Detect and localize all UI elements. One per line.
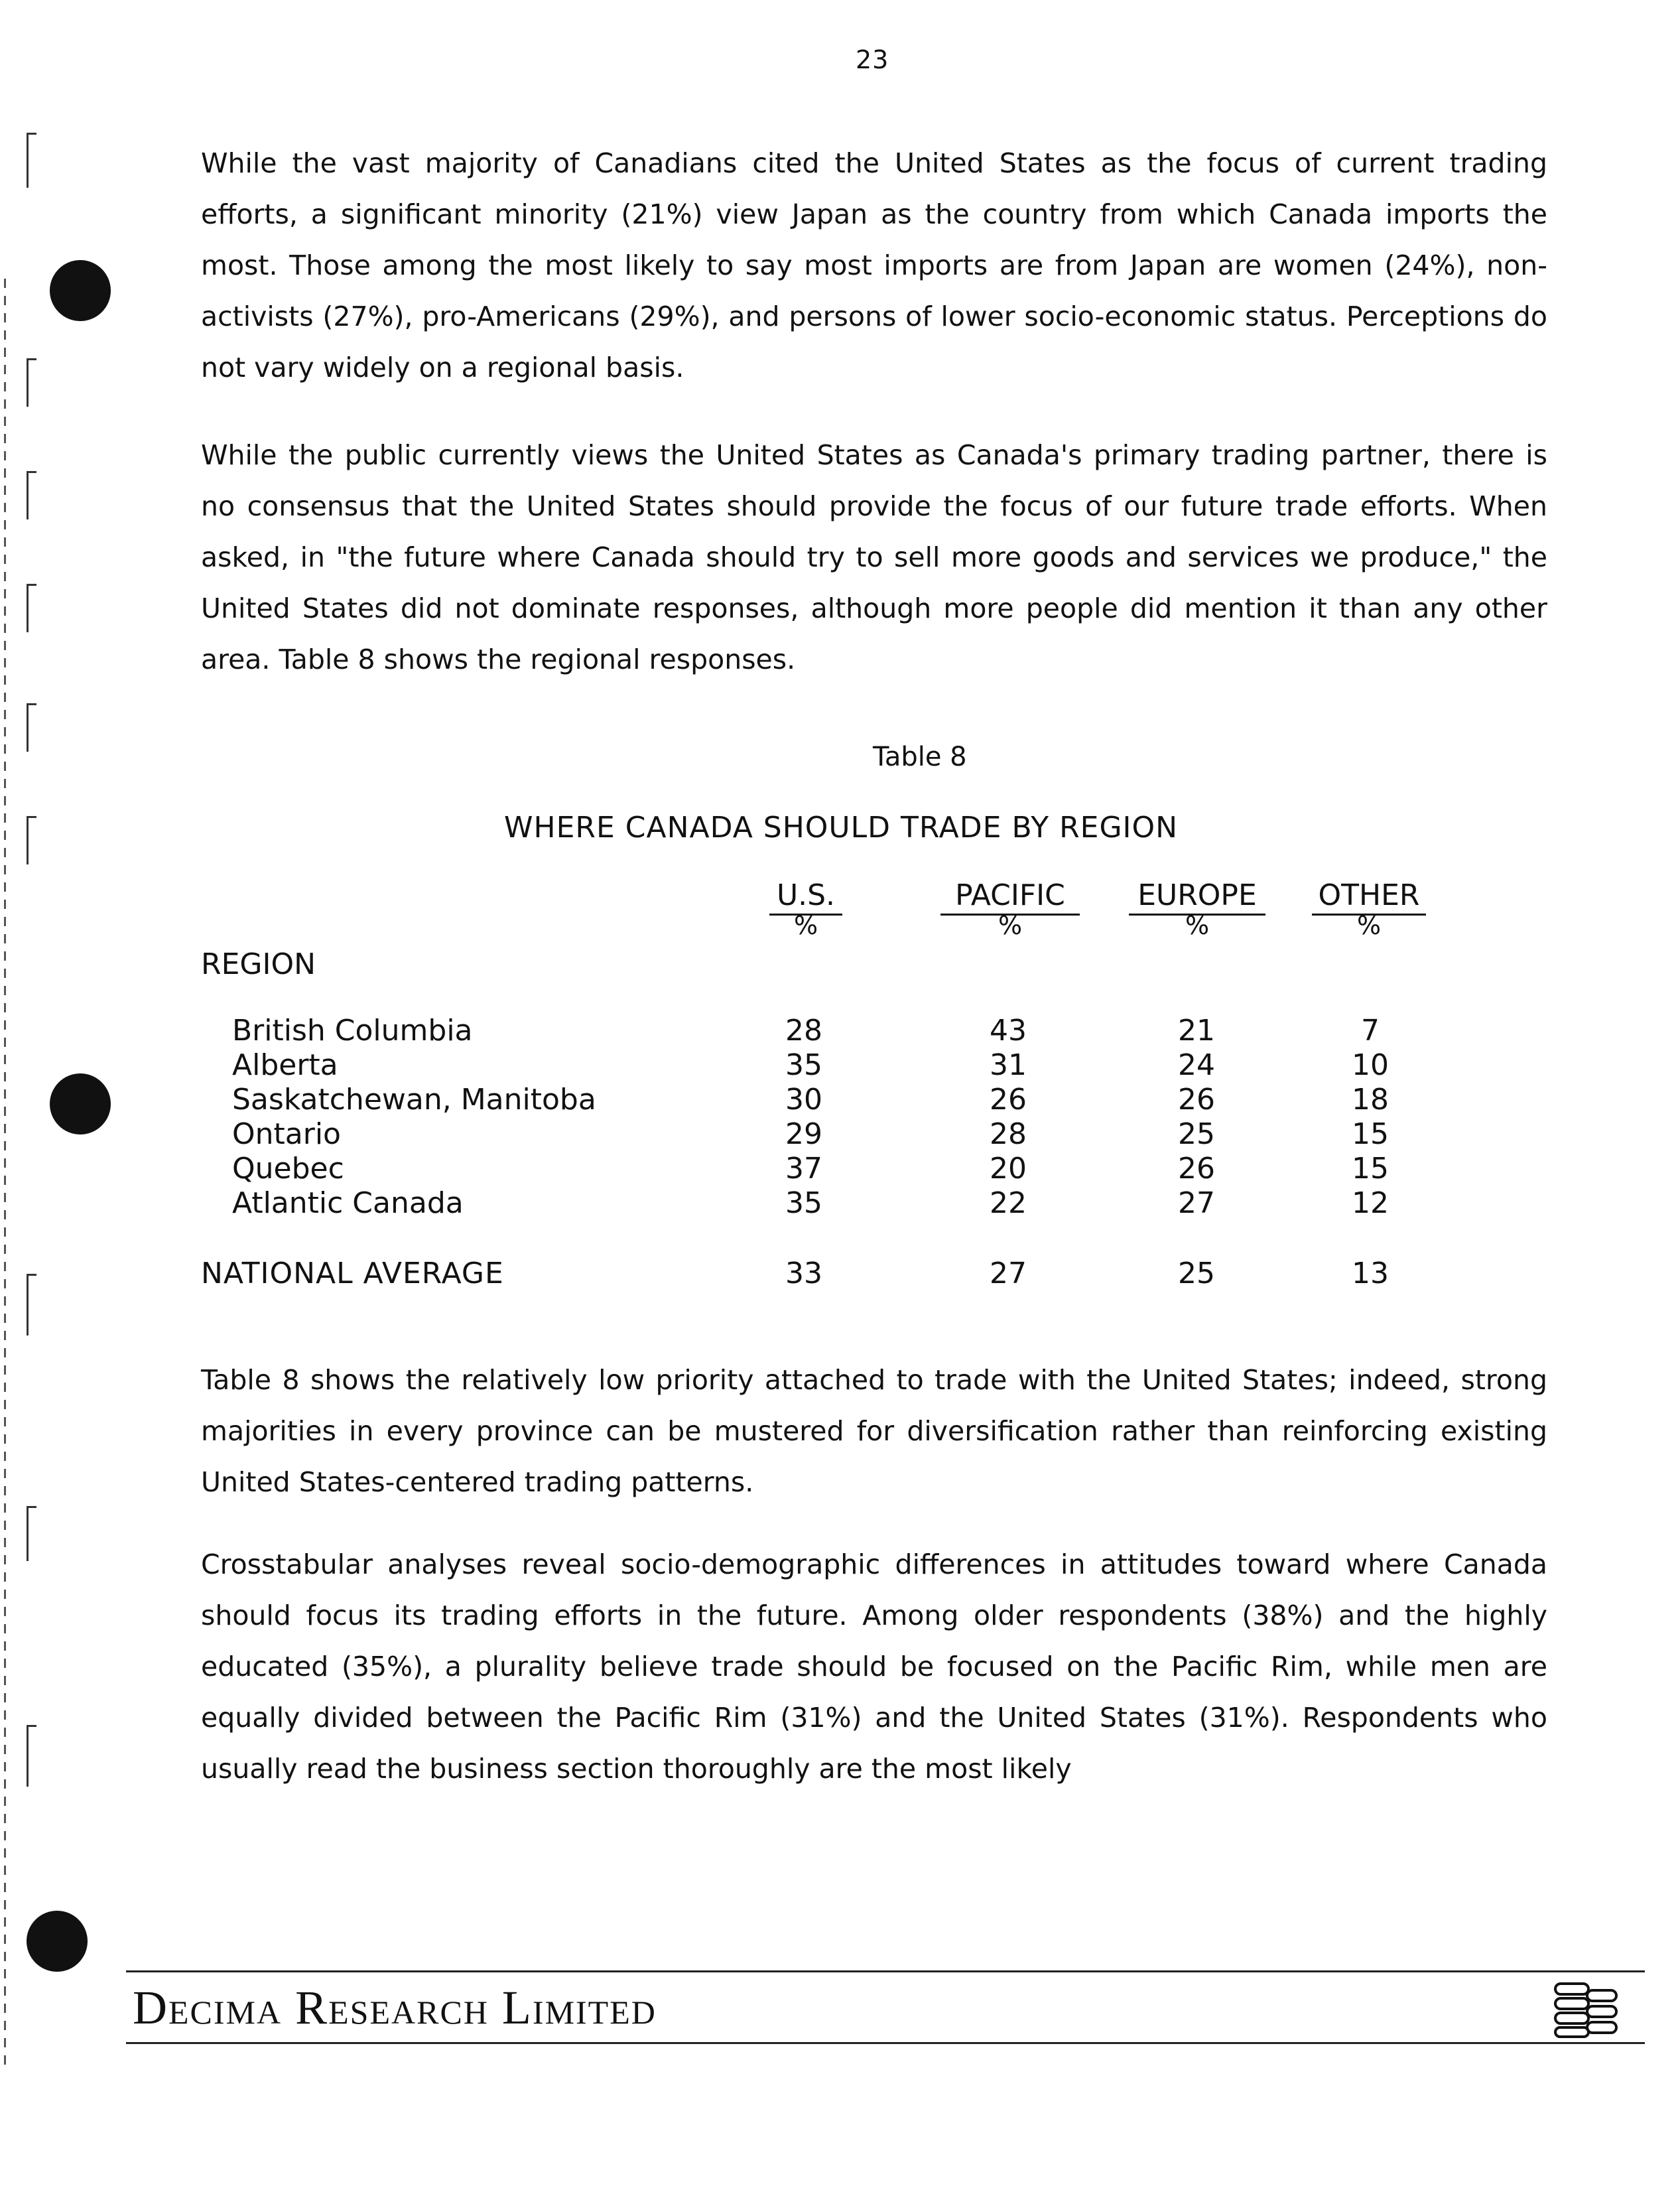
- europe-value: 24: [1178, 1048, 1215, 1082]
- margin-bracket: [27, 1725, 36, 1787]
- europe-value: 27: [1178, 1186, 1215, 1220]
- region-name: NATIONAL AVERAGE: [201, 1257, 504, 1290]
- pacific-value: 43: [990, 1014, 1027, 1048]
- binder-hole: [50, 260, 111, 321]
- table-row: [0, 1014, 1680, 1048]
- margin-bracket: [27, 1506, 36, 1561]
- pacific-value: 22: [990, 1186, 1027, 1220]
- pacific-value: 27: [990, 1257, 1027, 1290]
- paragraph: While the public currently views the United States as Canada's primary trading partner, there is no consensus that the United States should provide the focus of our future trade efforts. When asked, in "the future where Canada should try to sell more goods and services we produce," the United States did not dominate responses, although more people did mention it than any other area. Table 8 shows the regional responses.: [201, 439, 1547, 675]
- pacific-value: 28: [990, 1117, 1027, 1151]
- us-value: 37: [785, 1152, 822, 1186]
- us-value: 33: [785, 1257, 822, 1290]
- us-value: 30: [785, 1083, 822, 1117]
- other-value: 15: [1352, 1117, 1389, 1151]
- region-name: Saskatchewan, Manitoba: [232, 1083, 596, 1117]
- region-name: Ontario: [232, 1117, 341, 1151]
- europe-value: 21: [1178, 1014, 1215, 1048]
- europe-value: 26: [1178, 1083, 1215, 1117]
- other-value: 13: [1352, 1257, 1389, 1290]
- europe-value: 25: [1178, 1257, 1215, 1290]
- pacific-value: 26: [990, 1083, 1027, 1117]
- region-name: Atlantic Canada: [232, 1186, 464, 1220]
- company-logo: [1549, 1980, 1622, 2040]
- pacific-value: 20: [990, 1152, 1027, 1186]
- us-value: 35: [785, 1048, 822, 1082]
- margin-bracket: [27, 358, 36, 407]
- column-header-us: [769, 878, 842, 938]
- region-name: Quebec: [232, 1152, 344, 1186]
- column-header-europe: [1129, 878, 1265, 938]
- table-row-national-average: [0, 1257, 1680, 1291]
- region-name: British Columbia: [232, 1014, 473, 1048]
- row-header-region: REGION: [201, 947, 316, 981]
- table-row: [0, 1186, 1680, 1221]
- paragraph: While the vast majority of Canadians cited the United States as the focus of current trading efforts, a significant minority (21%) view Japan as the country from which Canada imports the most. Those among the most likely to say most imports are from Japan are women (24%), non-activists (27%), pro-Americans (29%), and persons of lower socio-economic status. Perceptions do not vary widely on a regional basis.: [201, 147, 1547, 383]
- europe-value: 25: [1178, 1117, 1215, 1151]
- table-row: [0, 1152, 1680, 1186]
- binder-hole: [27, 1911, 88, 1972]
- column-name: U.S.: [769, 878, 842, 916]
- other-value: 10: [1352, 1048, 1389, 1082]
- column-unit: %: [1356, 911, 1382, 940]
- margin-bracket: [27, 471, 36, 519]
- column-header-other: [1312, 878, 1426, 938]
- other-value: 15: [1352, 1152, 1389, 1186]
- margin-bracket: [27, 816, 36, 864]
- other-value: 18: [1352, 1083, 1389, 1117]
- us-value: 29: [785, 1117, 822, 1151]
- column-name: PACIFIC: [940, 878, 1080, 916]
- page-number: 23: [856, 45, 889, 74]
- column-name: EUROPE: [1129, 878, 1265, 916]
- region-name: Alberta: [232, 1048, 338, 1082]
- pacific-value: 31: [990, 1048, 1027, 1082]
- footer-company-name: Decima Research Limited: [133, 1981, 657, 2034]
- table-title: WHERE CANADA SHOULD TRADE BY REGION: [504, 811, 1179, 845]
- paragraph: Table 8 shows the relatively low priority attached to trade with the United States; indeed, strong majorities in every province can be mustered for diversification rather than reinforcing existing United States-centered trading patterns.: [201, 1364, 1547, 1498]
- column-unit: %: [1185, 911, 1210, 940]
- table-row: [0, 1048, 1680, 1083]
- us-value: 35: [785, 1186, 822, 1220]
- column-unit: %: [998, 911, 1023, 940]
- other-value: 12: [1352, 1186, 1389, 1220]
- column-header-pacific: [940, 878, 1080, 938]
- column-name: OTHER: [1312, 878, 1426, 916]
- other-value: 7: [1361, 1014, 1380, 1048]
- us-value: 28: [785, 1014, 822, 1048]
- footer-rule: [126, 2042, 1645, 2044]
- table-label: Table 8: [873, 742, 967, 772]
- footer-rule: [126, 1970, 1645, 1972]
- table-row: [0, 1083, 1680, 1117]
- margin-bracket: [27, 133, 36, 188]
- margin-bracket: [27, 703, 36, 752]
- table-row: [0, 1117, 1680, 1152]
- paragraph: Crosstabular analyses reveal socio-demographic differences in attitudes toward where Canada should focus its trading efforts in the future. Among older respondents (38%) and the highly educated (35%), a plurality believe trade should be focused on the Pacific Rim, while men are equally divided between the Pacific Rim (31%) and the United States (31%). Respondents who usually read the business section thoroughly are the most likely: [201, 1548, 1547, 1785]
- column-unit: %: [793, 911, 818, 940]
- margin-bracket: [27, 584, 36, 632]
- europe-value: 26: [1178, 1152, 1215, 1186]
